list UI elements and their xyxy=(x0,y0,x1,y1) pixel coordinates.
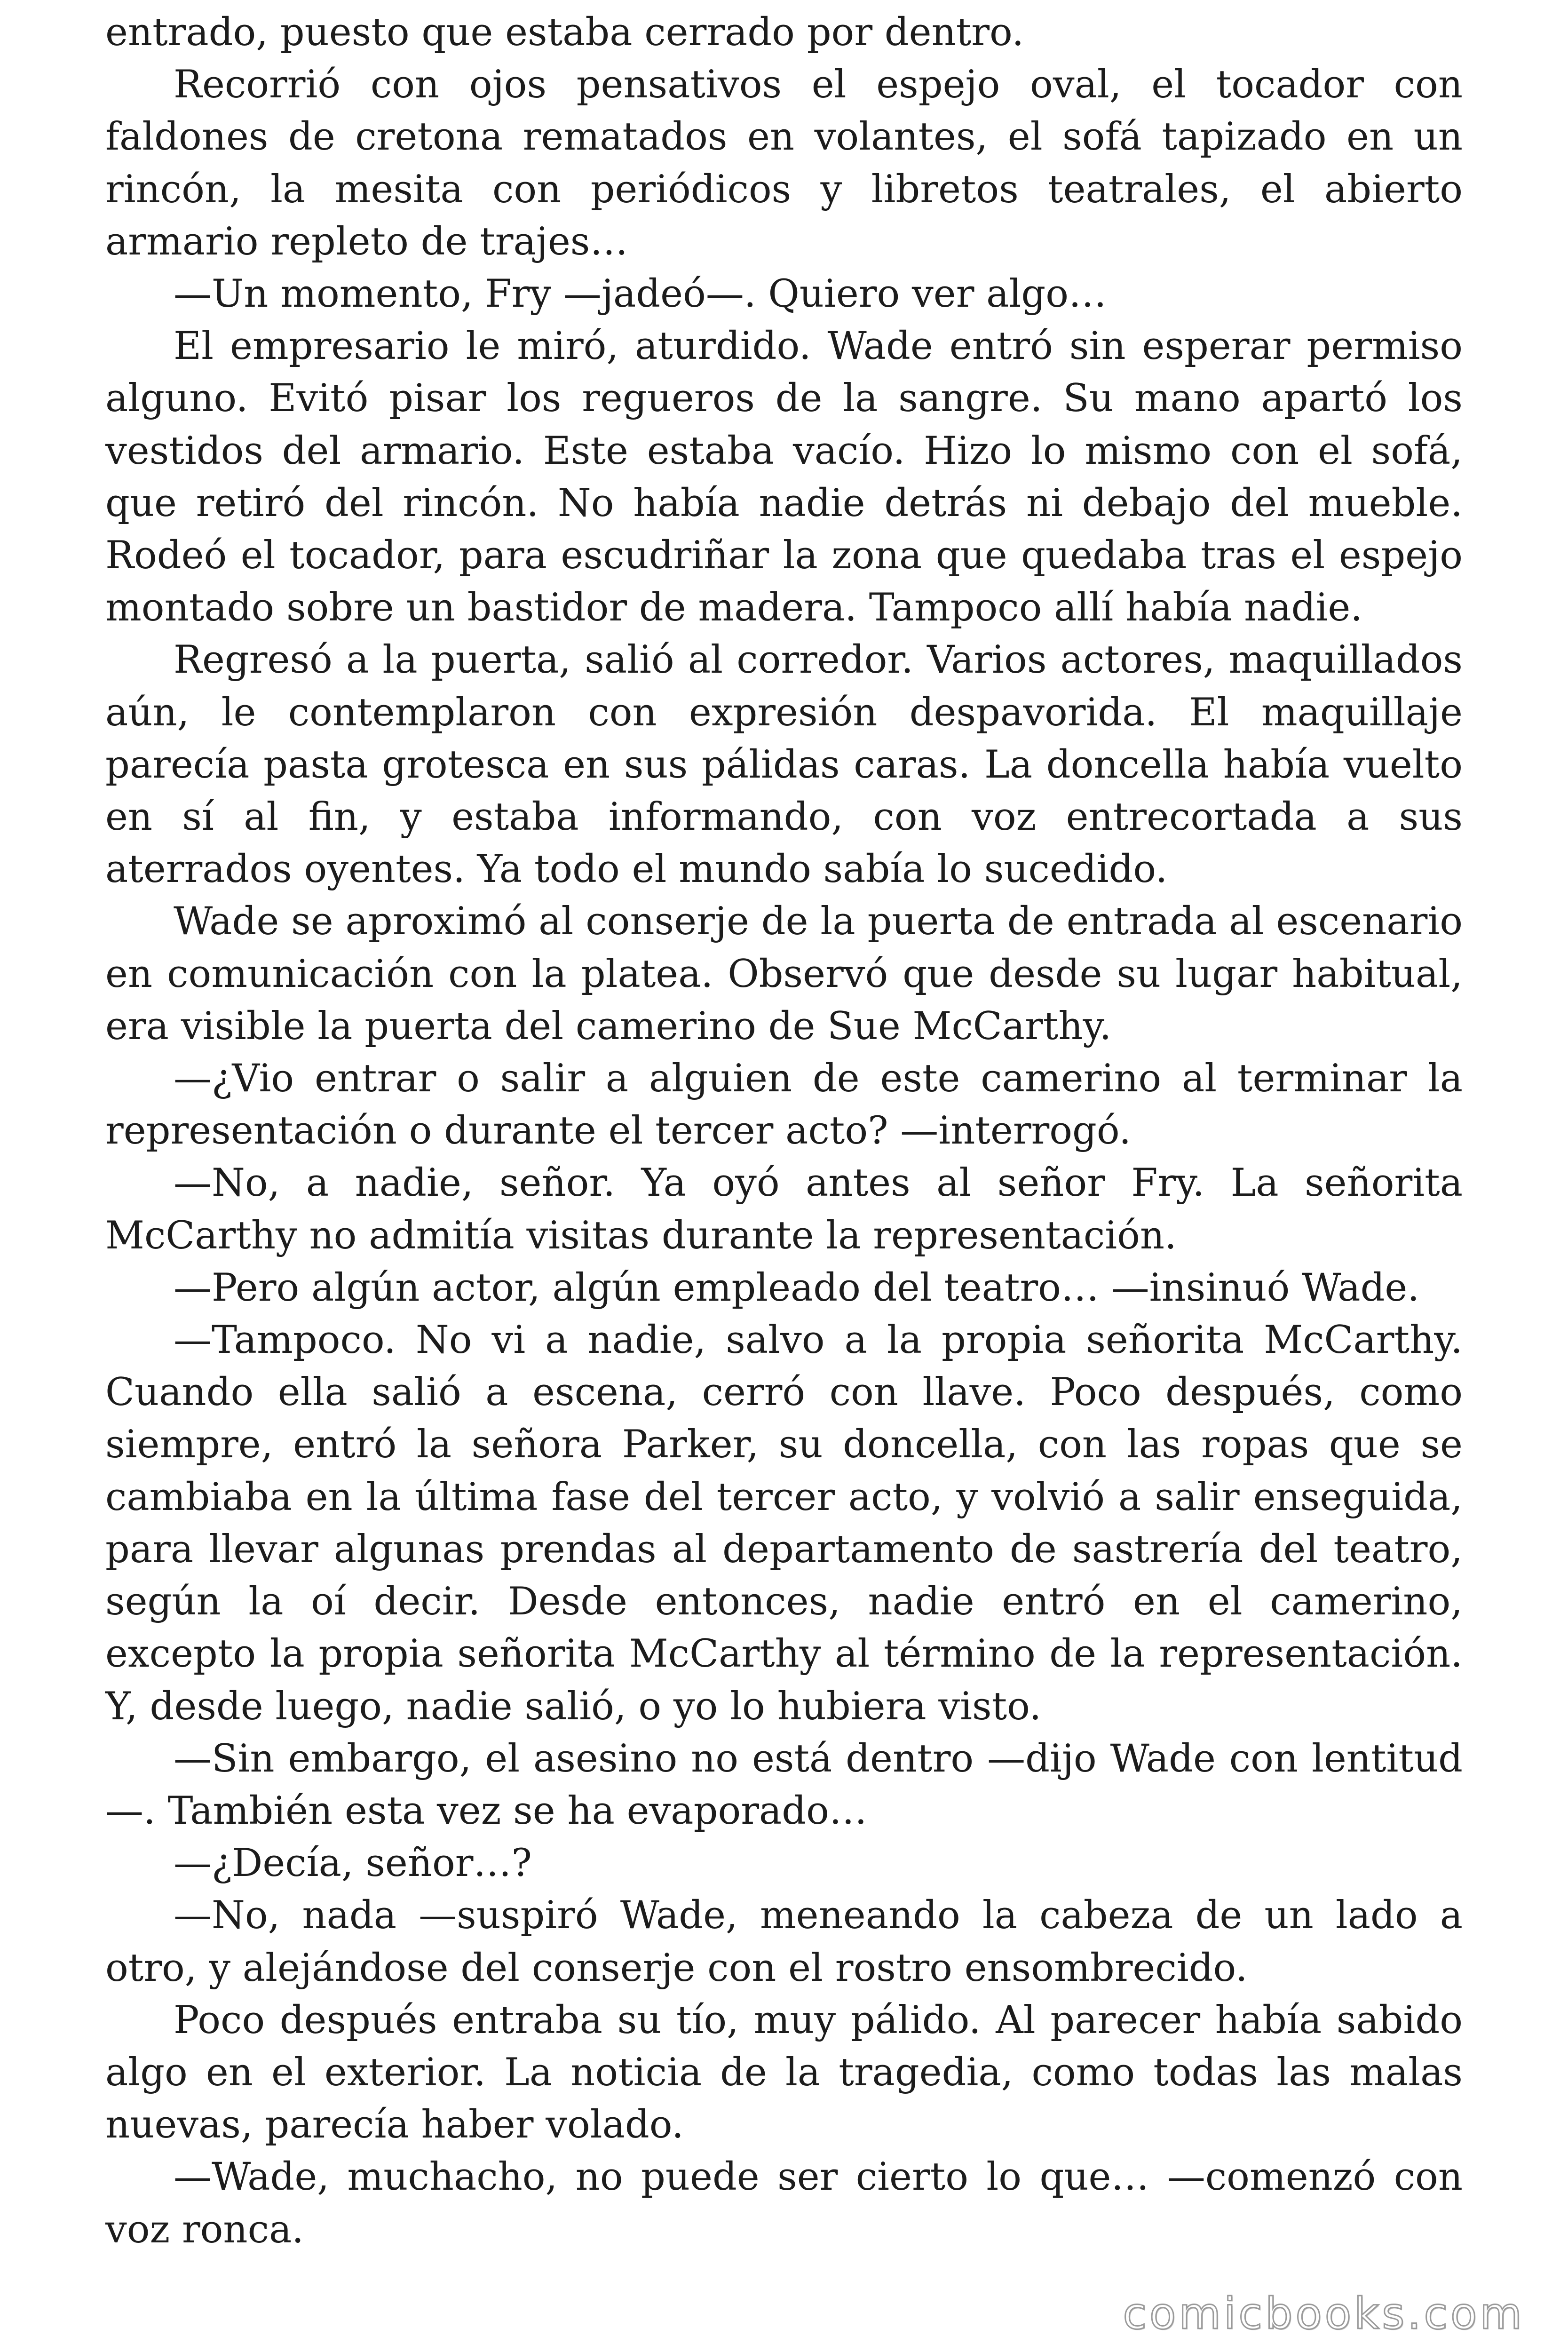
paragraph: —¿Vio entrar o salir a alguien de este camerino al terminar la representación o durante el tercer acto? —interrogó. xyxy=(105,1057,1463,1153)
paragraph: Regresó a la puerta, salió al corredor. Varios actores, maquillados aún, le contemplaron con expresión despavorida. El maquillaje parecía pasta grotesca en sus pálidas caras. La doncella había vuelto en sí al fin, y estaba informando, con voz entrecortada a sus aterrados oyentes. Ya todo el mundo sabía lo sucedido. xyxy=(105,638,1463,892)
watermark: comicbooks.com xyxy=(1123,2288,1525,2339)
paragraph: —No, a nadie, señor. Ya oyó antes al señor Fry. La señorita McCarthy no admitía visitas durante la representación. xyxy=(105,1161,1463,1258)
paragraph: Poco después entraba su tío, muy pálido. Al parecer había sabido algo en el exterior. La noticia de la tragedia, como todas las malas nuevas, parecía haber volado. xyxy=(105,1998,1463,2147)
paragraph: —Un momento, Fry —jadeó—. Quiero ver algo… xyxy=(174,272,1107,317)
paragraph: —No, nada —suspiró Wade, meneando la cabeza de un lado a otro, y alejándose del conserje con el rostro ensombrecido. xyxy=(105,1893,1463,1990)
paragraph: —Tampoco. No vi a nadie, salvo a la propia señorita McCarthy. Cuando ella salió a escena, cerró con llave. Poco después, como siempre, entró la señora Parker, su doncella, con las ropas que se cambiaba en la última fase del tercer acto, y volvió a salir enseguida, para llevar algunas prendas al departamento de sastrería del teatro, según la oí decir. Desde entonces, nadie entró en el camerino, excepto la propia señorita McCarthy al término de la representación. Y, desde luego, nadie salió, o yo lo hubiera visto. xyxy=(105,1318,1463,1729)
page-text xyxy=(105,7,1463,2256)
paragraph: El empresario le miró, aturdido. Wade entró sin esperar permiso alguno. Evitó pisar los regueros de la sangre. Su mano apartó los vestidos del armario. Este estaba vacío. Hizo lo mismo con el sofá, que retiró del rincón. No había nadie detrás ni debajo del mueble. Rodeó el tocador, para escudriñar la zona que quedaba tras el espejo montado sobre un bastidor de madera. Tampoco allí había nadie. xyxy=(105,324,1463,630)
paragraph: entrado, puesto que estaba cerrado por dentro. xyxy=(105,10,1024,55)
paragraph: Wade se aproximó al conserje de la puerta de entrada al escenario en comunicación con la platea. Observó que desde su lugar habitual, era visible la puerta del camerino de Sue McCarthy. xyxy=(105,899,1463,1049)
paragraph: —¿Decía, señor…? xyxy=(174,1841,532,1886)
paragraph: —Wade, muchacho, no puede ser cierto lo que… —comenzó con voz ronca. xyxy=(105,2155,1463,2252)
paragraph: —Sin embargo, el asesino no está dentro —dijo Wade con lentitud —. También esta vez se ha evaporado… xyxy=(105,1736,1463,1833)
paragraph: —Pero algún actor, algún empleado del teatro… —insinuó Wade. xyxy=(174,1265,1420,1310)
paragraph: Recorrió con ojos pensativos el espejo oval, el tocador con faldones de cretona rematados en volantes, el sofá tapizado en un rincón, la mesita con periódicos y libretos teatrales, el abierto armario repleto de trajes… xyxy=(105,63,1463,264)
